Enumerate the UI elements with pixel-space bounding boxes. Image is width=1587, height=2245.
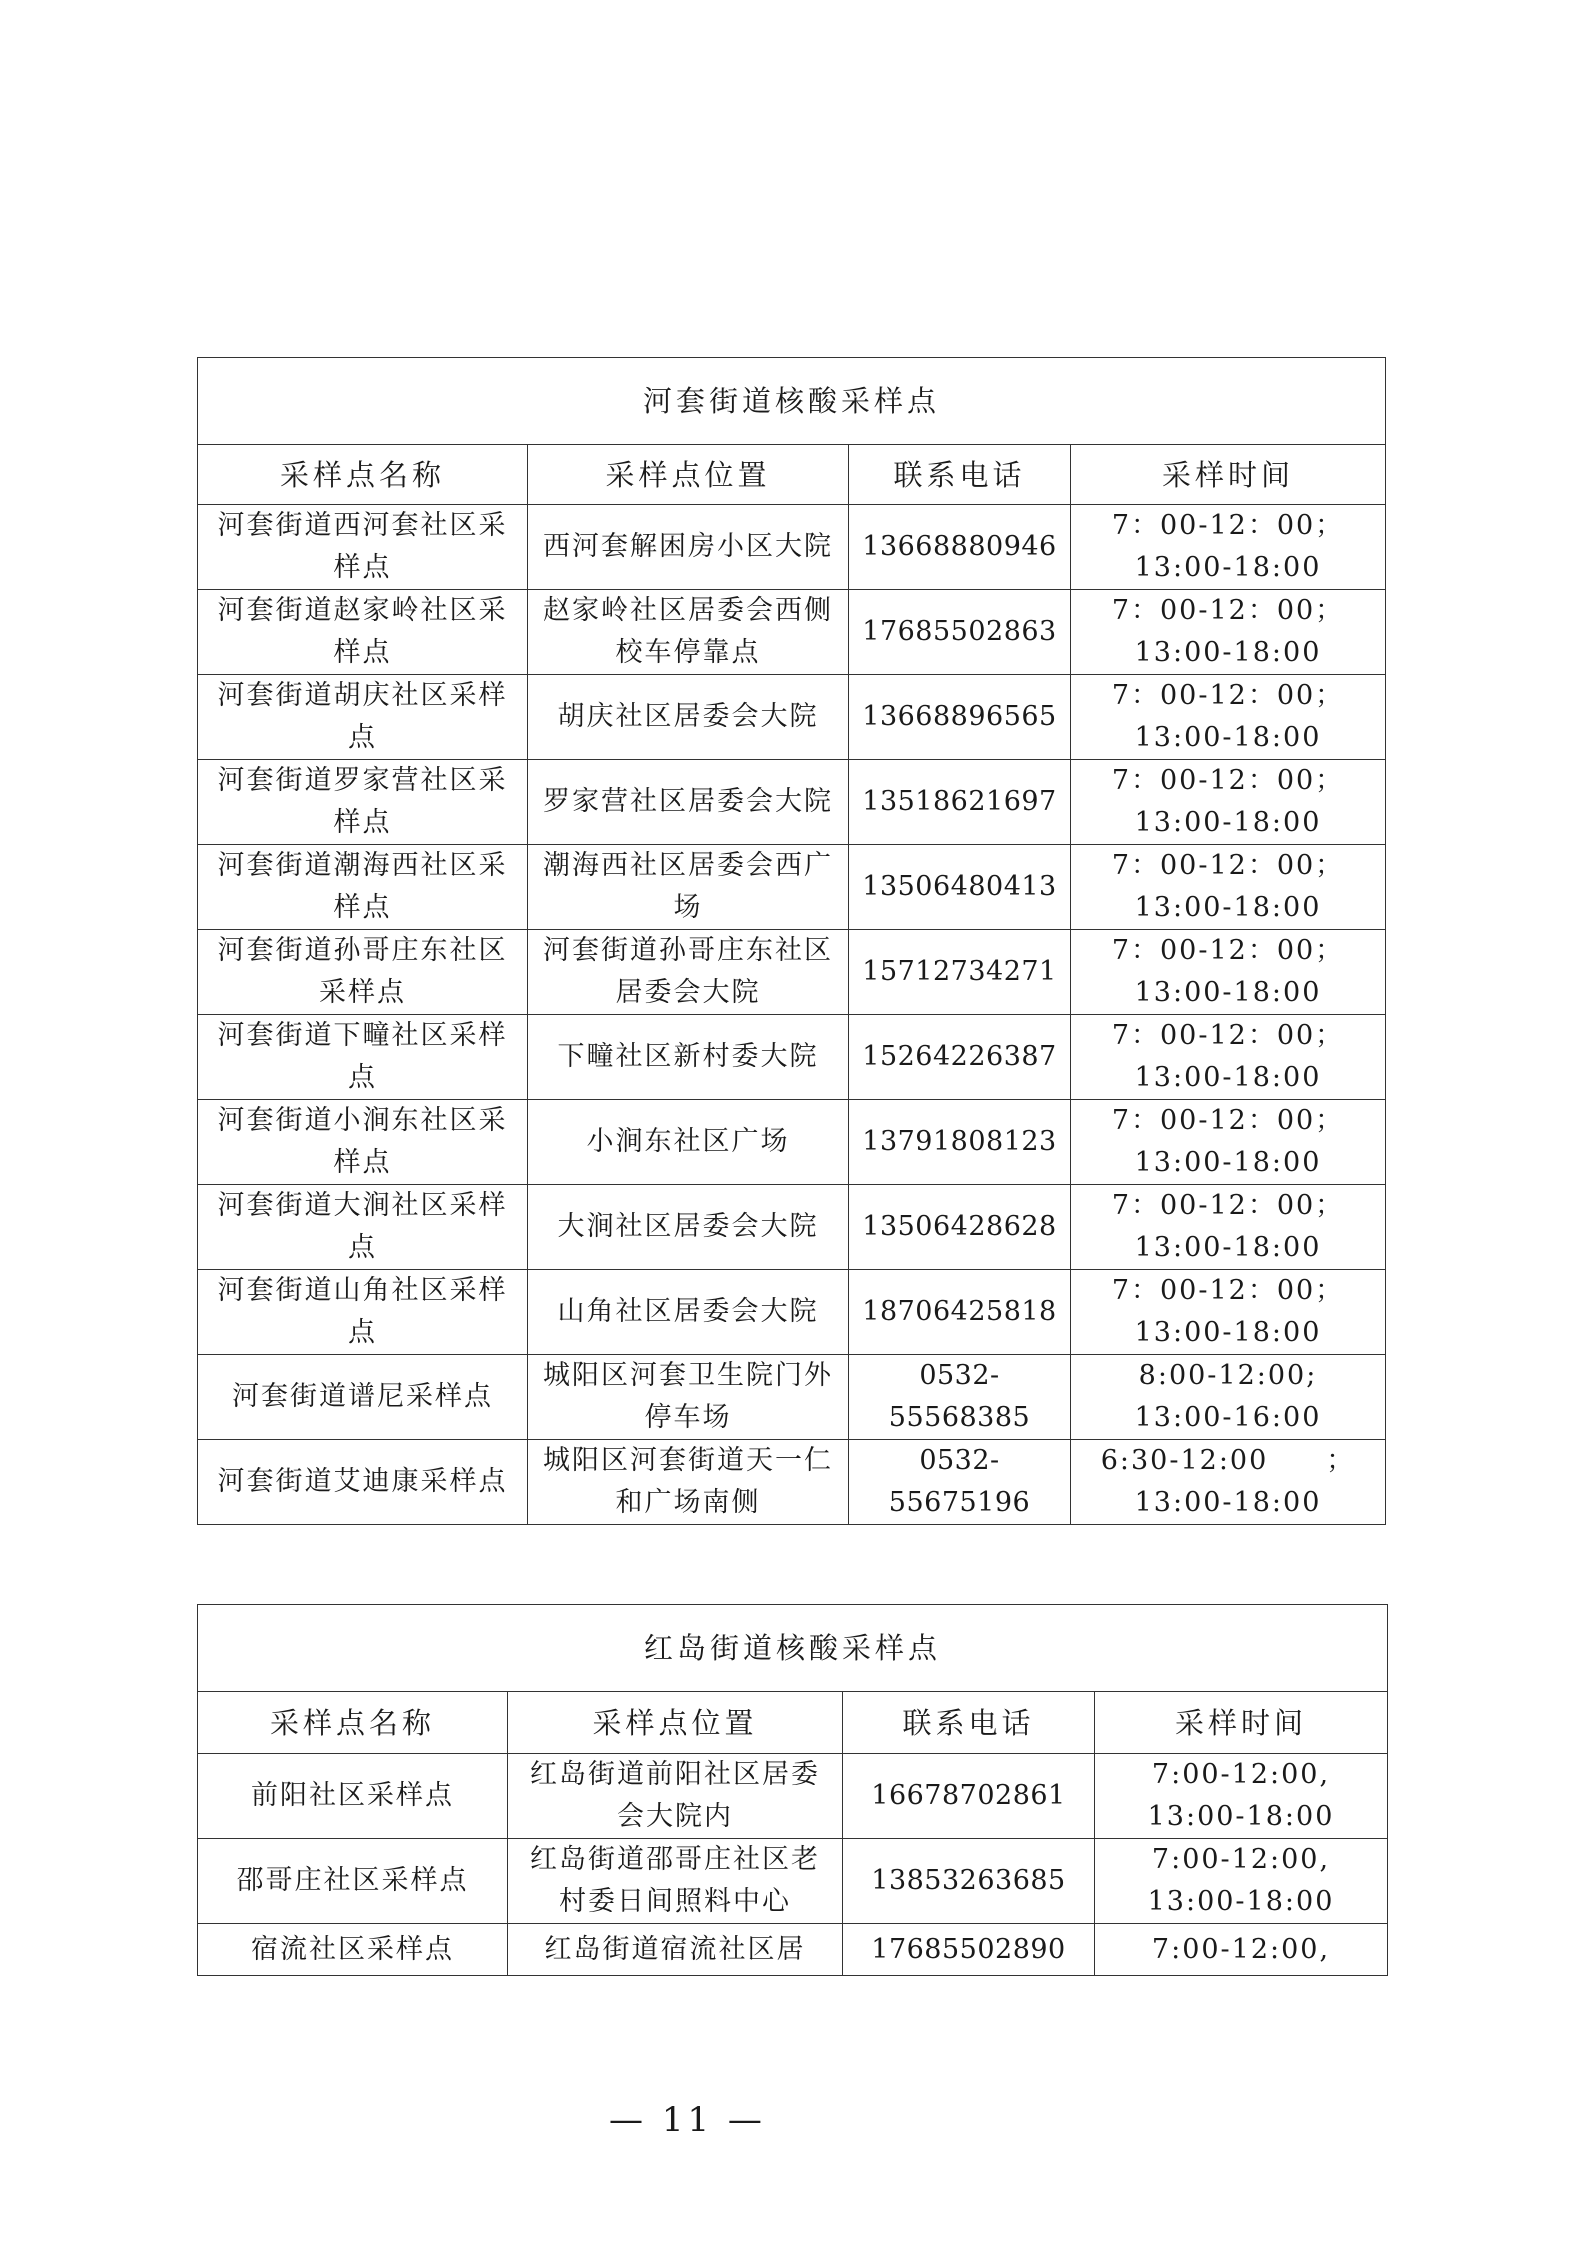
time-line-afternoon: 13:00-18:00 xyxy=(1134,722,1322,753)
phone-cell: 15712734271 xyxy=(849,930,1071,1015)
phone-cell: 0532-55568385 xyxy=(849,1355,1071,1440)
time-line-afternoon: 13:00-18:00 xyxy=(1134,1232,1322,1263)
table-row xyxy=(198,1100,1386,1185)
site-name-cell: 河套街道大涧社区采样点 xyxy=(198,1185,528,1270)
sampling-time-cell xyxy=(1071,1270,1386,1355)
column-header-location: 采样点位置 xyxy=(508,1692,843,1754)
site-location-cell: 城阳区河套卫生院门外停车场 xyxy=(528,1355,849,1440)
sampling-time-cell xyxy=(1071,760,1386,845)
site-location-cell: 赵家岭社区居委会西侧校车停靠点 xyxy=(528,590,849,675)
phone-cell: 17685502863 xyxy=(849,590,1071,675)
phone-cell: 13506428628 xyxy=(849,1185,1071,1270)
phone-cell: 18706425818 xyxy=(849,1270,1071,1355)
sampling-time-cell xyxy=(1071,590,1386,675)
site-location-cell: 西河套解困房小区大院 xyxy=(528,505,849,590)
phone-cell: 16678702861 xyxy=(843,1754,1095,1839)
sampling-time-cell xyxy=(1095,1839,1388,1924)
site-name-cell: 河套街道孙哥庄东社区采样点 xyxy=(198,930,528,1015)
time-line-morning: 7：00-12：00； xyxy=(1111,1190,1345,1221)
site-name-cell: 河套街道山角社区采样点 xyxy=(198,1270,528,1355)
site-location-cell: 下疃社区新村委大院 xyxy=(528,1015,849,1100)
sampling-time-cell xyxy=(1071,1440,1386,1525)
column-header-name: 采样点名称 xyxy=(198,1692,508,1754)
table-row xyxy=(198,1015,1386,1100)
site-name-cell: 宿流社区采样点 xyxy=(198,1924,508,1976)
table-row xyxy=(198,675,1386,760)
site-location-cell: 红岛街道邵哥庄社区老村委日间照料中心 xyxy=(508,1839,843,1924)
site-name-cell: 河套街道下疃社区采样点 xyxy=(198,1015,528,1100)
table-title: 河套街道核酸采样点 xyxy=(198,358,1386,445)
table-row xyxy=(198,1270,1386,1355)
time-line-afternoon: 13:00-18:00 xyxy=(1134,637,1322,668)
site-name-cell: 河套街道谱尼采样点 xyxy=(198,1355,528,1440)
phone-cell: 13668880946 xyxy=(849,505,1071,590)
time-line-afternoon: 13:00-18:00 xyxy=(1134,807,1322,838)
site-name-cell: 河套街道胡庆社区采样点 xyxy=(198,675,528,760)
sampling-time-cell xyxy=(1071,1355,1386,1440)
phone-cell: 0532-55675196 xyxy=(849,1440,1071,1525)
phone-cell: 13518621697 xyxy=(849,760,1071,845)
sampling-time-cell xyxy=(1095,1924,1388,1976)
sampling-time-cell xyxy=(1071,930,1386,1015)
time-line-morning: 7：00-12：00； xyxy=(1111,850,1345,881)
site-location-cell: 潮海西社区居委会西广场 xyxy=(528,845,849,930)
site-location-cell: 红岛街道前阳社区居委会大院内 xyxy=(508,1754,843,1839)
column-header-time: 采样时间 xyxy=(1071,445,1386,505)
phone-cell: 17685502890 xyxy=(843,1924,1095,1976)
phone-cell: 13791808123 xyxy=(849,1100,1071,1185)
site-location-cell: 红岛街道宿流社区居 xyxy=(508,1924,843,1976)
column-header-location: 采样点位置 xyxy=(528,445,849,505)
hetao-sampling-table xyxy=(197,357,1386,1525)
time-line-afternoon: 13:00-16:00 xyxy=(1134,1402,1322,1433)
time-line-morning: 7：00-12：00； xyxy=(1111,680,1345,711)
table-row xyxy=(198,1839,1388,1924)
time-line-morning: 7：00-12：00； xyxy=(1111,510,1345,541)
site-location-cell: 小涧东社区广场 xyxy=(528,1100,849,1185)
table-row xyxy=(198,1754,1388,1839)
time-line-afternoon: 13:00-18:00 xyxy=(1134,1487,1322,1518)
sampling-time-cell xyxy=(1071,1185,1386,1270)
column-header-phone: 联系电话 xyxy=(849,445,1071,505)
sampling-time-cell xyxy=(1071,675,1386,760)
phone-cell: 13853263685 xyxy=(843,1839,1095,1924)
phone-cell: 15264226387 xyxy=(849,1015,1071,1100)
column-header-time: 采样时间 xyxy=(1095,1692,1388,1754)
time-line-morning: 7:00-12:00, xyxy=(1151,1933,1331,1965)
sampling-time-cell xyxy=(1071,845,1386,930)
time-line-morning: 6:30-12:00 ； xyxy=(1100,1445,1356,1476)
time-line-morning: 7：00-12：00； xyxy=(1111,935,1345,966)
time-line-morning: 7：00-12：00； xyxy=(1111,1105,1345,1136)
time-line-afternoon: 13:00-18:00 xyxy=(1134,977,1322,1008)
site-name-cell: 河套街道艾迪康采样点 xyxy=(198,1440,528,1525)
site-name-cell: 河套街道潮海西社区采样点 xyxy=(198,845,528,930)
column-header-name: 采样点名称 xyxy=(198,445,528,505)
time-line-morning: 7：00-12：00； xyxy=(1111,595,1345,626)
site-name-cell: 河套街道小涧东社区采样点 xyxy=(198,1100,528,1185)
site-name-cell: 河套街道西河套社区采样点 xyxy=(198,505,528,590)
table-row xyxy=(198,930,1386,1015)
time-line-morning: 7:00-12:00, xyxy=(1151,1844,1331,1875)
table-row xyxy=(198,760,1386,845)
sampling-time-cell xyxy=(1071,1100,1386,1185)
site-name-cell: 前阳社区采样点 xyxy=(198,1754,508,1839)
site-location-cell: 城阳区河套街道天一仁和广场南侧 xyxy=(528,1440,849,1525)
site-name-cell: 邵哥庄社区采样点 xyxy=(198,1839,508,1924)
time-line-afternoon: 13:00-18:00 xyxy=(1147,1886,1335,1917)
time-line-morning: 8:00-12:00; xyxy=(1138,1360,1318,1391)
time-line-morning: 7：00-12：00； xyxy=(1111,1020,1345,1051)
time-line-afternoon: 13:00-18:00 xyxy=(1134,1147,1322,1178)
table-row xyxy=(198,1355,1386,1440)
sampling-time-cell xyxy=(1095,1754,1388,1839)
table-row xyxy=(198,1185,1386,1270)
time-line-afternoon: 13:00-18:00 xyxy=(1134,1317,1322,1348)
table-title: 红岛街道核酸采样点 xyxy=(198,1605,1388,1692)
header-row xyxy=(198,445,1386,505)
table-row xyxy=(198,505,1386,590)
time-line-morning: 7:00-12:00, xyxy=(1151,1759,1331,1790)
site-location-cell: 胡庆社区居委会大院 xyxy=(528,675,849,760)
site-location-cell: 大涧社区居委会大院 xyxy=(528,1185,849,1270)
time-line-morning: 7：00-12：00； xyxy=(1111,1275,1345,1306)
table-row xyxy=(198,1440,1386,1525)
sampling-time-cell xyxy=(1071,505,1386,590)
time-line-afternoon: 13:00-18:00 xyxy=(1134,1062,1322,1093)
time-line-morning: 7：00-12：00； xyxy=(1111,765,1345,796)
table-row xyxy=(198,590,1386,675)
header-row xyxy=(198,1692,1388,1754)
time-line-afternoon: 13:00-18:00 xyxy=(1134,892,1322,923)
hongdao-sampling-table xyxy=(197,1604,1388,1976)
site-location-cell: 罗家营社区居委会大院 xyxy=(528,760,849,845)
table-row xyxy=(198,845,1386,930)
sampling-time-cell xyxy=(1071,1015,1386,1100)
table-row xyxy=(198,1924,1388,1976)
site-name-cell: 河套街道赵家岭社区采样点 xyxy=(198,590,528,675)
page-number: — 11 — xyxy=(609,2100,766,2140)
time-line-afternoon: 13:00-18:00 xyxy=(1134,552,1322,583)
site-location-cell: 河套街道孙哥庄东社区居委会大院 xyxy=(528,930,849,1015)
site-location-cell: 山角社区居委会大院 xyxy=(528,1270,849,1355)
phone-cell: 13668896565 xyxy=(849,675,1071,760)
column-header-phone: 联系电话 xyxy=(843,1692,1095,1754)
time-line-afternoon: 13:00-18:00 xyxy=(1147,1801,1335,1832)
phone-cell: 13506480413 xyxy=(849,845,1071,930)
site-name-cell: 河套街道罗家营社区采样点 xyxy=(198,760,528,845)
